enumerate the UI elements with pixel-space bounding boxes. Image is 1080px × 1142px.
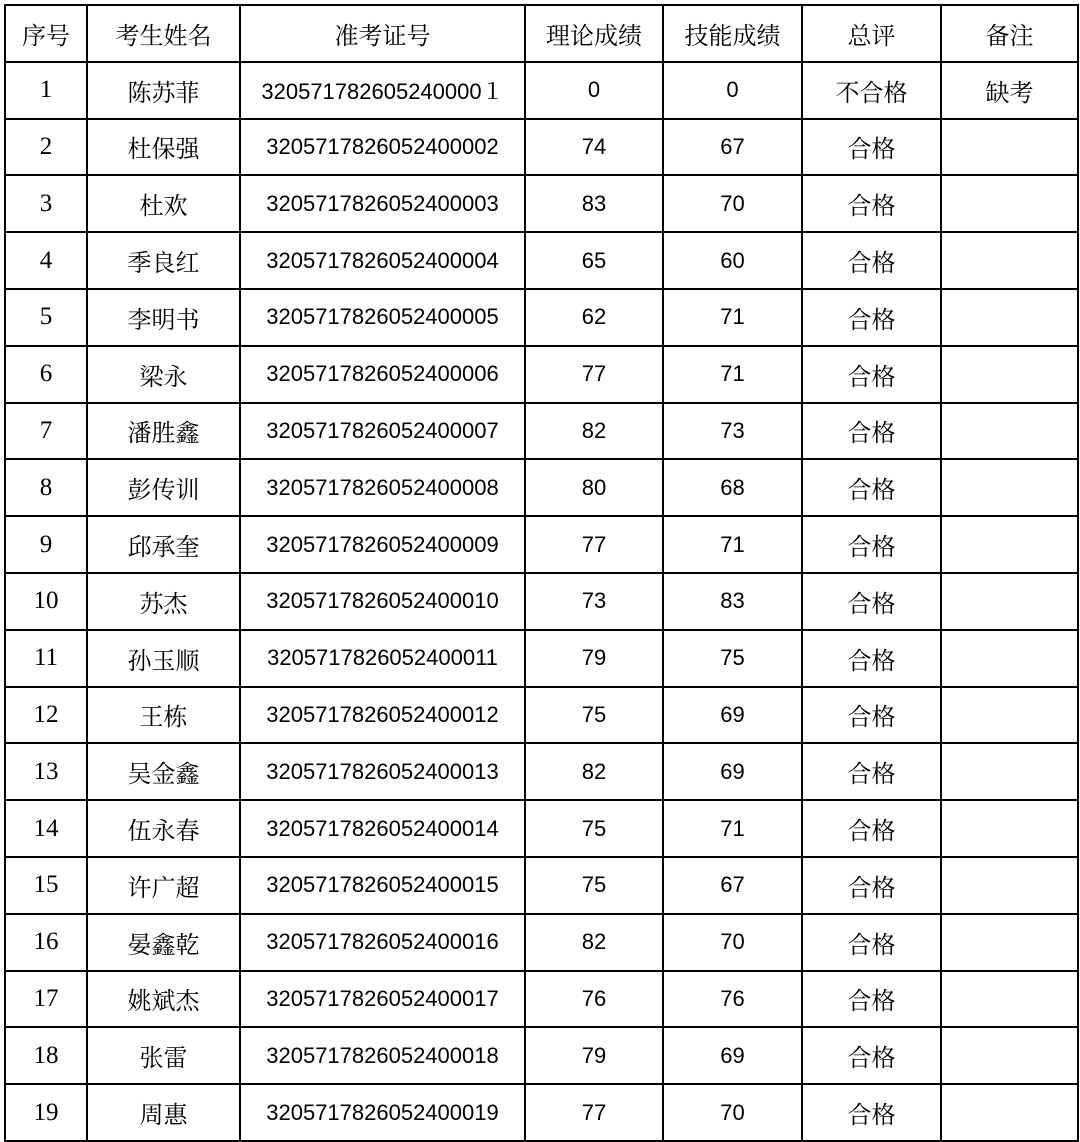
cell-theory-score: 82	[525, 743, 663, 800]
cell-note	[941, 119, 1078, 176]
cell-name: 陈苏菲	[87, 62, 240, 119]
cell-theory-score: 79	[525, 630, 663, 687]
cell-no: 12	[5, 687, 87, 744]
cell-name: 邱承奎	[87, 516, 240, 573]
table-row	[5, 232, 1078, 289]
cell-theory-score: 75	[525, 800, 663, 857]
cell-theory-score: 83	[525, 175, 663, 232]
cell-note	[941, 743, 1078, 800]
cell-skill-score: 71	[663, 800, 802, 857]
cell-name: 杜保强	[87, 119, 240, 176]
cell-overall: 合格	[802, 289, 941, 346]
cell-skill-score: 69	[663, 1027, 802, 1084]
cell-no: 16	[5, 914, 87, 971]
cell-exam-id: 3205717826052400008	[240, 459, 525, 516]
cell-note	[941, 914, 1078, 971]
cell-overall: 合格	[802, 800, 941, 857]
header-exam-id: 准考证号	[240, 5, 525, 62]
header-note: 备注	[941, 5, 1078, 62]
cell-no: 7	[5, 403, 87, 460]
cell-exam-id: 3205717826052400014	[240, 800, 525, 857]
cell-skill-score: 69	[663, 743, 802, 800]
cell-theory-score: 76	[525, 971, 663, 1028]
cell-note	[941, 346, 1078, 403]
cell-no: 10	[5, 573, 87, 630]
cell-no: 13	[5, 743, 87, 800]
cell-skill-score: 70	[663, 914, 802, 971]
cell-exam-id: 3205717826052400017	[240, 971, 525, 1028]
cell-overall: 合格	[802, 232, 941, 289]
cell-exam-id: 3205717826052400015	[240, 857, 525, 914]
cell-no: 9	[5, 516, 87, 573]
cell-theory-score: 82	[525, 403, 663, 460]
cell-theory-score: 82	[525, 914, 663, 971]
header-row	[5, 5, 1078, 62]
cell-theory-score: 77	[525, 516, 663, 573]
table-row	[5, 573, 1078, 630]
table-row	[5, 289, 1078, 346]
cell-note	[941, 573, 1078, 630]
cell-skill-score: 67	[663, 857, 802, 914]
table-row	[5, 175, 1078, 232]
table-row	[5, 743, 1078, 800]
table-row	[5, 914, 1078, 971]
cell-name: 季良红	[87, 232, 240, 289]
cell-note	[941, 1084, 1078, 1141]
header-name: 考生姓名	[87, 5, 240, 62]
cell-exam-id: 320571782605240000１	[240, 62, 525, 119]
cell-exam-id: 3205717826052400002	[240, 119, 525, 176]
header-overall: 总评	[802, 5, 941, 62]
cell-skill-score: 69	[663, 687, 802, 744]
table-row	[5, 516, 1078, 573]
cell-name: 许广超	[87, 857, 240, 914]
cell-exam-id: 3205717826052400009	[240, 516, 525, 573]
cell-overall: 合格	[802, 403, 941, 460]
table-row	[5, 971, 1078, 1028]
cell-note	[941, 516, 1078, 573]
cell-no: 8	[5, 459, 87, 516]
cell-theory-score: 75	[525, 687, 663, 744]
cell-theory-score: 77	[525, 346, 663, 403]
cell-note	[941, 971, 1078, 1028]
cell-exam-id: 3205717826052400016	[240, 914, 525, 971]
cell-theory-score: 79	[525, 1027, 663, 1084]
cell-name: 苏杰	[87, 573, 240, 630]
cell-theory-score: 75	[525, 857, 663, 914]
cell-overall: 合格	[802, 914, 941, 971]
cell-no: 3	[5, 175, 87, 232]
cell-overall: 合格	[802, 119, 941, 176]
cell-no: 2	[5, 119, 87, 176]
cell-name: 伍永春	[87, 800, 240, 857]
cell-skill-score: 71	[663, 289, 802, 346]
cell-no: 15	[5, 857, 87, 914]
cell-note	[941, 232, 1078, 289]
table-row	[5, 119, 1078, 176]
cell-exam-id: 3205717826052400003	[240, 175, 525, 232]
cell-exam-id: 3205717826052400011	[240, 630, 525, 687]
cell-overall: 合格	[802, 687, 941, 744]
cell-exam-id: 3205717826052400006	[240, 346, 525, 403]
cell-overall: 合格	[802, 175, 941, 232]
cell-skill-score: 75	[663, 630, 802, 687]
cell-skill-score: 83	[663, 573, 802, 630]
cell-name: 李明书	[87, 289, 240, 346]
cell-theory-score: 62	[525, 289, 663, 346]
cell-overall: 合格	[802, 971, 941, 1028]
header-no: 序号	[5, 5, 87, 62]
cell-no: 18	[5, 1027, 87, 1084]
cell-exam-id: 3205717826052400004	[240, 232, 525, 289]
cell-name: 杜欢	[87, 175, 240, 232]
cell-overall: 合格	[802, 573, 941, 630]
cell-note	[941, 403, 1078, 460]
header-theory-score: 理论成绩	[525, 5, 663, 62]
cell-theory-score: 65	[525, 232, 663, 289]
cell-name: 周惠	[87, 1084, 240, 1141]
cell-note	[941, 630, 1078, 687]
cell-theory-score: 74	[525, 119, 663, 176]
cell-name: 彭传训	[87, 459, 240, 516]
cell-note	[941, 1027, 1078, 1084]
cell-no: 6	[5, 346, 87, 403]
cell-skill-score: 0	[663, 62, 802, 119]
cell-no: 5	[5, 289, 87, 346]
table-row	[5, 1027, 1078, 1084]
cell-exam-id: 3205717826052400007	[240, 403, 525, 460]
cell-overall: 不合格	[802, 62, 941, 119]
cell-overall: 合格	[802, 459, 941, 516]
cell-skill-score: 76	[663, 971, 802, 1028]
cell-skill-score: 70	[663, 1084, 802, 1141]
cell-note	[941, 289, 1078, 346]
cell-skill-score: 71	[663, 516, 802, 573]
cell-skill-score: 71	[663, 346, 802, 403]
header-skill-score: 技能成绩	[663, 5, 802, 62]
cell-name: 孙玉顺	[87, 630, 240, 687]
cell-overall: 合格	[802, 1027, 941, 1084]
cell-skill-score: 73	[663, 403, 802, 460]
cell-theory-score: 73	[525, 573, 663, 630]
cell-note	[941, 857, 1078, 914]
cell-note	[941, 800, 1078, 857]
table-row	[5, 346, 1078, 403]
table-row	[5, 800, 1078, 857]
cell-note	[941, 687, 1078, 744]
table-row	[5, 62, 1078, 119]
cell-no: 4	[5, 232, 87, 289]
cell-theory-score: 80	[525, 459, 663, 516]
cell-exam-id: 3205717826052400018	[240, 1027, 525, 1084]
cell-note	[941, 175, 1078, 232]
cell-skill-score: 70	[663, 175, 802, 232]
cell-note: 缺考	[941, 62, 1078, 119]
cell-skill-score: 60	[663, 232, 802, 289]
cell-name: 王栋	[87, 687, 240, 744]
cell-name: 潘胜鑫	[87, 403, 240, 460]
cell-exam-id: 3205717826052400013	[240, 743, 525, 800]
cell-skill-score: 67	[663, 119, 802, 176]
cell-name: 姚斌杰	[87, 971, 240, 1028]
cell-overall: 合格	[802, 1084, 941, 1141]
grade-table	[4, 4, 1079, 1142]
cell-overall: 合格	[802, 743, 941, 800]
cell-no: 14	[5, 800, 87, 857]
cell-overall: 合格	[802, 516, 941, 573]
cell-exam-id: 3205717826052400005	[240, 289, 525, 346]
cell-theory-score: 77	[525, 1084, 663, 1141]
cell-note	[941, 459, 1078, 516]
cell-name: 张雷	[87, 1027, 240, 1084]
cell-no: 19	[5, 1084, 87, 1141]
cell-no: 11	[5, 630, 87, 687]
table-row	[5, 630, 1078, 687]
table-row	[5, 403, 1078, 460]
cell-overall: 合格	[802, 630, 941, 687]
cell-name: 晏鑫乾	[87, 914, 240, 971]
cell-exam-id: 3205717826052400019	[240, 1084, 525, 1141]
cell-no: 17	[5, 971, 87, 1028]
table-row	[5, 687, 1078, 744]
cell-name: 吴金鑫	[87, 743, 240, 800]
table-row	[5, 857, 1078, 914]
cell-overall: 合格	[802, 857, 941, 914]
cell-theory-score: 0	[525, 62, 663, 119]
cell-skill-score: 68	[663, 459, 802, 516]
cell-no: 1	[5, 62, 87, 119]
cell-exam-id: 3205717826052400010	[240, 573, 525, 630]
cell-overall: 合格	[802, 346, 941, 403]
table-row	[5, 1084, 1078, 1141]
table-row	[5, 459, 1078, 516]
cell-exam-id: 3205717826052400012	[240, 687, 525, 744]
cell-name: 梁永	[87, 346, 240, 403]
